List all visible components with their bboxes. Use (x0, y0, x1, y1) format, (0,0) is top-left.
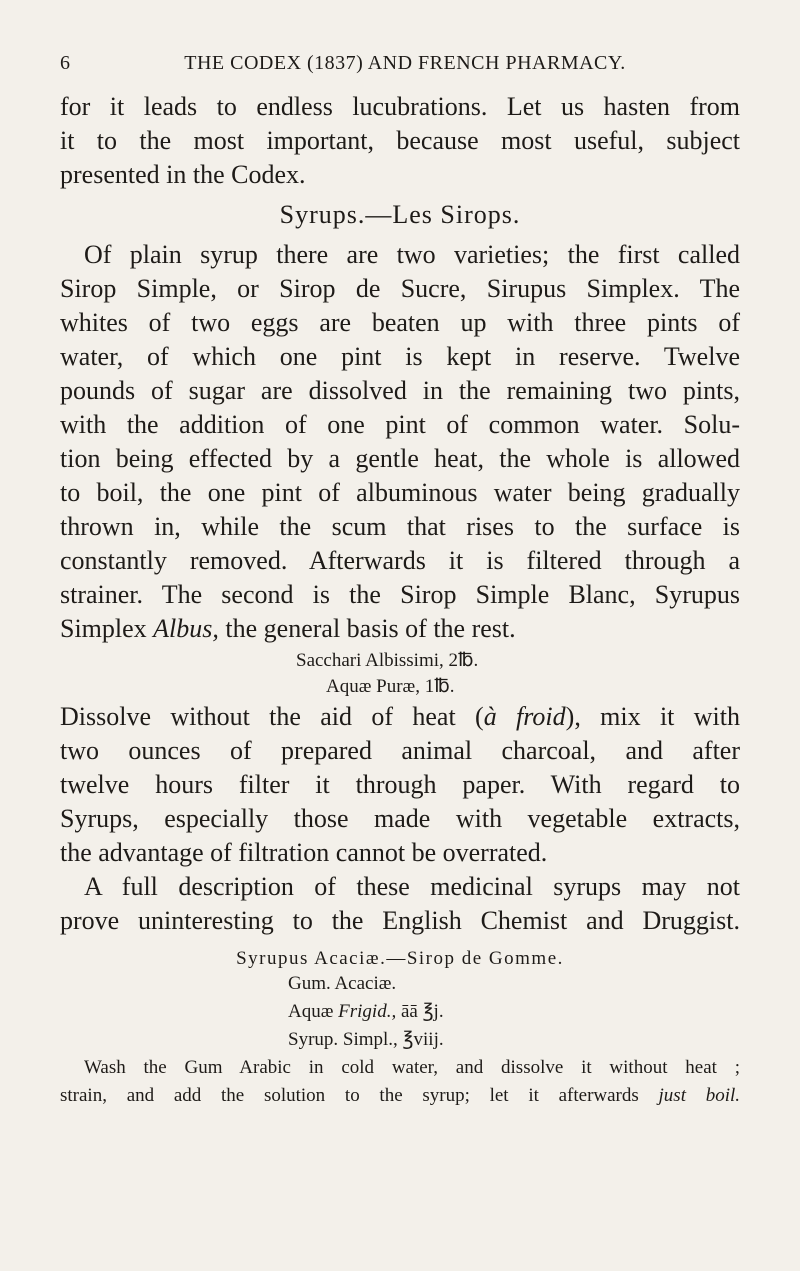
text-fragment: āā ℥j. (396, 1001, 444, 1022)
formula-line (60, 998, 740, 1026)
text-line: pounds of sugar are dissolved in the remaining two pints, (60, 376, 740, 405)
paragraph-4 (60, 870, 740, 938)
text-fragment: Aquæ (288, 1001, 339, 1022)
text-fragment: ), mix it with (565, 702, 740, 731)
text-line: it to the most important, because most useful, subject (60, 126, 740, 155)
section-heading-syrups: Syrups.—Les Sirops. (279, 200, 521, 229)
section-heading-acacia: Syrupus Acaciæ.—Sirop de Gomme. (236, 948, 564, 969)
text-line: A full description of these medicinal syrups may not (84, 872, 740, 901)
running-title: THE CODEX (1837) AND FRENCH PHARMACY. (184, 52, 626, 74)
text-line: the advantage of filtration cannot be overrated. (60, 838, 548, 867)
text-line: prove uninteresting to the English Chemist and Druggist. (60, 906, 740, 935)
formula-line: Aquæ Puræ, 1℔. (326, 676, 455, 697)
paragraph-1 (60, 90, 740, 192)
text-fragment: Simplex (60, 614, 154, 643)
text-line: whites of two eggs are beaten up with three pints of (60, 308, 740, 337)
text-line: Syrups, especially those made with vegetable extracts, (60, 804, 740, 833)
text-line (60, 1082, 740, 1110)
formula-line: Gum. Acaciæ. (288, 973, 397, 994)
text-line: strainer. The second is the Sirop Simple Blanc, Syrupus (60, 580, 740, 609)
text-line: Of plain syrup there are two varieties; the first called (84, 240, 740, 269)
paragraph-5 (60, 1054, 740, 1110)
text-line: thrown in, while the scum that rises to the surface is (60, 512, 740, 541)
formula-syrupus-acaciae (60, 970, 740, 1054)
formula-sirop-simple-blanc (60, 648, 740, 700)
italic-fragment: just boil. (658, 1085, 741, 1106)
text-line (60, 700, 740, 734)
text-line: for it leads to endless lucubrations. Let us hasten from (60, 92, 740, 121)
italic-fragment: Frigid., (338, 1001, 397, 1022)
text-line (60, 612, 740, 646)
paragraph-2 (60, 238, 740, 646)
text-line: presented in the Codex. (60, 160, 306, 189)
italic-fragment: à froid (483, 702, 566, 731)
text-line: with the addition of one pint of common water. Solu- (60, 410, 740, 439)
formula-line: Syrup. Simpl., ℥viij. (288, 1029, 444, 1050)
text-line: constantly removed. Afterwards it is filtered through a (60, 546, 740, 575)
text-line: Wash the Gum Arabic in cold water, and dissolve it without heat ; (84, 1057, 740, 1078)
paragraph-3 (60, 700, 740, 870)
text-fragment: Dissolve without the aid of heat ( (60, 702, 484, 731)
page-number: 6 (60, 52, 70, 74)
page-body (60, 90, 740, 1110)
text-line: to boil, the one pint of albuminous water being gradually (60, 478, 740, 507)
text-line: tion being effected by a gentle heat, the whole is allowed (60, 444, 740, 473)
text-line: water, of which one pint is kept in reserve. Twelve (60, 342, 740, 371)
text-line: two ounces of prepared animal charcoal, and after (60, 736, 740, 765)
formula-line: Sacchari Albissimi, 2℔. (296, 650, 479, 671)
text-fragment: strain, and add the solution to the syrup; let it afterwards (60, 1085, 659, 1106)
text-fragment: the general basis of the rest. (218, 614, 516, 643)
text-line: twelve hours filter it through paper. With regard to (60, 770, 740, 799)
text-line: Sirop Simple, or Sirop de Sucre, Sirupus Simplex. The (60, 274, 740, 303)
italic-fragment: Albus, (153, 614, 219, 643)
